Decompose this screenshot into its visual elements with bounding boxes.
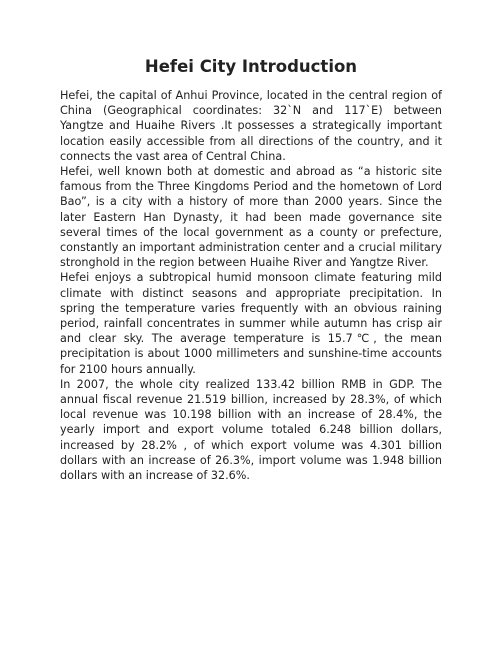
document-page <box>60 56 442 483</box>
paragraph-location: Hefei, the capital of Anhui Province, located in the central region of China (Geographical coordinates: 32`N and 117`E) between Yangtze and Huaihe Rivers .It possesses a strategically important location easily accessible from all directions of the country, and it connects the vast area of Central China. <box>60 89 442 163</box>
paragraph-climate: Hefei enjoys a subtropical humid monsoon climate featuring mild climate with distinct seasons and appropriate precipitation. In spring the temperature varies frequently with an obvious raining period, rainfall concentrates in summer while autumn has crisp air and clear sky. The average temperature is 15.7℃, the mean precipitation is about 1000 millimeters and sunshine-time accounts for 2100 hours annually. <box>60 271 442 376</box>
paragraph-history: Hefei, well known both at domestic and abroad as “a historic site famous from the Three Kingdoms Period and the hometown of Lord Bao”, is a city with a history of more than 2000 years. Since the later Eastern Han Dynasty, it had been made governance site several times of the local government as a county or prefecture, constantly an important administration center and a crucial military stronghold in the region between Huaihe River and Yangtze River. <box>60 165 442 270</box>
paragraph-economy: In 2007, the whole city realized 133.42 billion RMB in GDP. The annual fiscal revenue 21.519 billion, increased by 28.3%, of which local revenue was 10.198 billion with an increase of 28.4%, the yearly import and export volume totaled 6.248 billion dollars, increased by 28.2% , of which export volume was 4.301 billion dollars with an increase of 26.3%, import volume was 1.948 billion dollars with an increase of 32.6%. <box>60 377 442 483</box>
document-title: Hefei City Introduction <box>144 57 358 76</box>
